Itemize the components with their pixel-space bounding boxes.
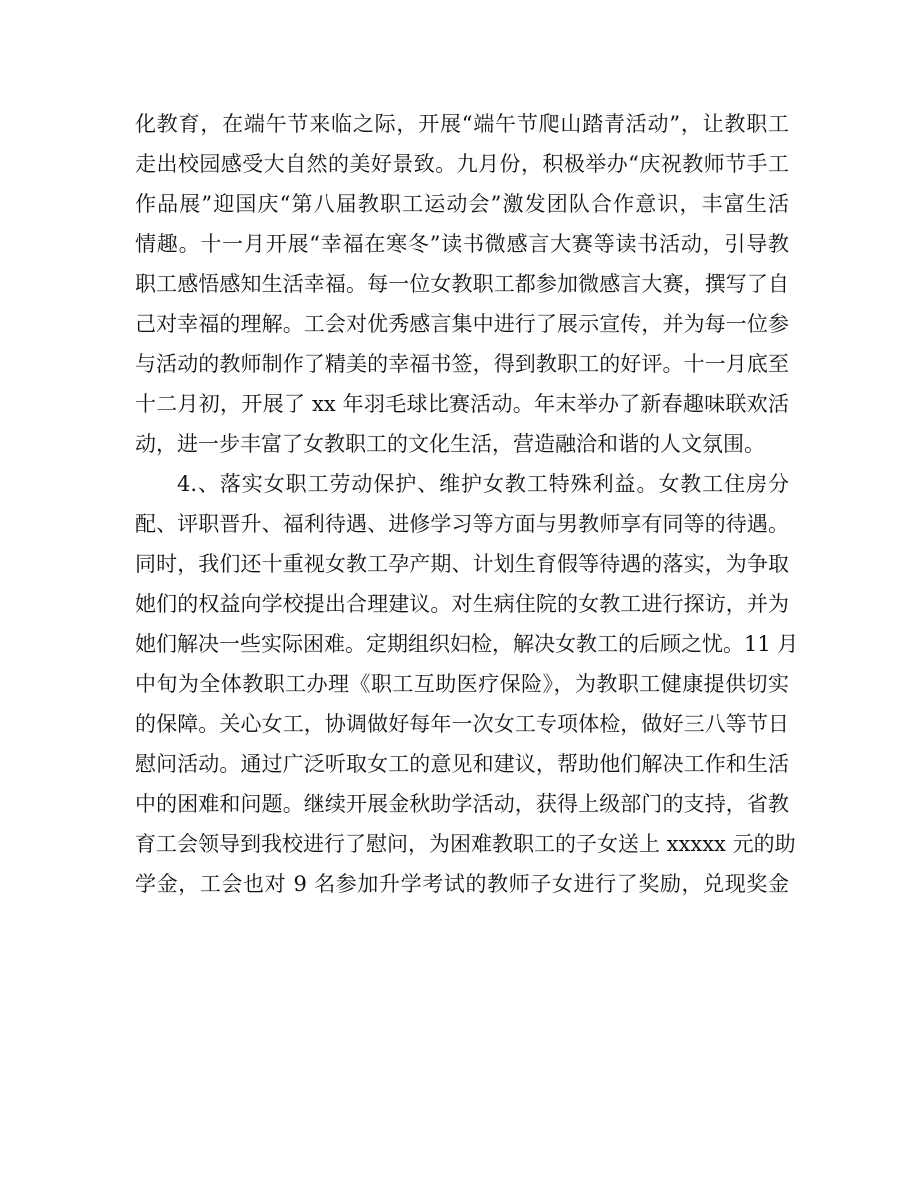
text-line: 中旬为全体教职工办理《职工互助医疗保险》，为教职工健康提供切实 xyxy=(135,672,789,696)
text-line: 中的困难和问题。继续开展金秋助学活动，获得上级部门的支持，省教 xyxy=(135,792,789,816)
text-line: 她们解决一些实际困难。定期组织妇检，解决女教工的后顾之忧。11 月 xyxy=(135,632,799,656)
text-line: 慰问活动。通过广泛听取女工的意见和建议，帮助他们解决工作和生活 xyxy=(135,752,789,776)
text-line: 职工感悟感知生活幸福。每一位女教职工都参加微感言大赛，撰写了自 xyxy=(135,272,789,296)
text-line: 情趣。十一月开展“幸福在寒冬”读书微感言大赛等读书活动，引导教 xyxy=(135,232,789,256)
text-line: 育工会领导到我校进行了慰问，为困难教职工的子女送上 xxxxx 元的助 xyxy=(135,832,796,856)
text-line: 动，进一步丰富了女教职工的文化生活，营造融洽和谐的人文氛围。 xyxy=(135,432,765,456)
text-line: 十二月初，开展了 xx 年羽毛球比赛活动。年末举办了新春趣味联欢活 xyxy=(135,392,789,416)
text-line: 她们的权益向学校提出合理建议。对生病住院的女教工进行探访，并为 xyxy=(135,592,789,616)
text-line: 与活动的教师制作了精美的幸福书签，得到教职工的好评。十一月底至 xyxy=(135,352,789,376)
text-line: 同时，我们还十重视女教工孕产期、计划生育假等待遇的落实，为争取 xyxy=(135,552,789,576)
text-line: 己对幸福的理解。工会对优秀感言集中进行了展示宣传，并为每一位参 xyxy=(135,312,789,336)
text-line: 配、评职晋升、福利待遇、进修学习等方面与男教师享有同等的待遇。 xyxy=(135,512,789,536)
text-line: 化教育，在端午节来临之际，开展“端午节爬山踏青活动”，让教职工 xyxy=(135,112,789,136)
text-line: 学金，工会也对 9 名参加升学考试的教师子女进行了奖励，兑现奖金 xyxy=(135,872,789,896)
body-text xyxy=(135,104,799,904)
paragraph-first-line: 4.、落实女职工劳动保护、维护女教工特殊利益。女教工住房分 xyxy=(177,472,789,496)
text-line: 作品展”迎国庆“第八届教职工运动会”激发团队合作意识，丰富生活 xyxy=(135,192,789,216)
text-line: 的保障。关心女工，协调做好每年一次女工专项体检，做好三八等节日 xyxy=(135,712,789,736)
text-line: 走出校园感受大自然的美好景致。九月份，积极举办“庆祝教师节手工 xyxy=(135,152,789,176)
